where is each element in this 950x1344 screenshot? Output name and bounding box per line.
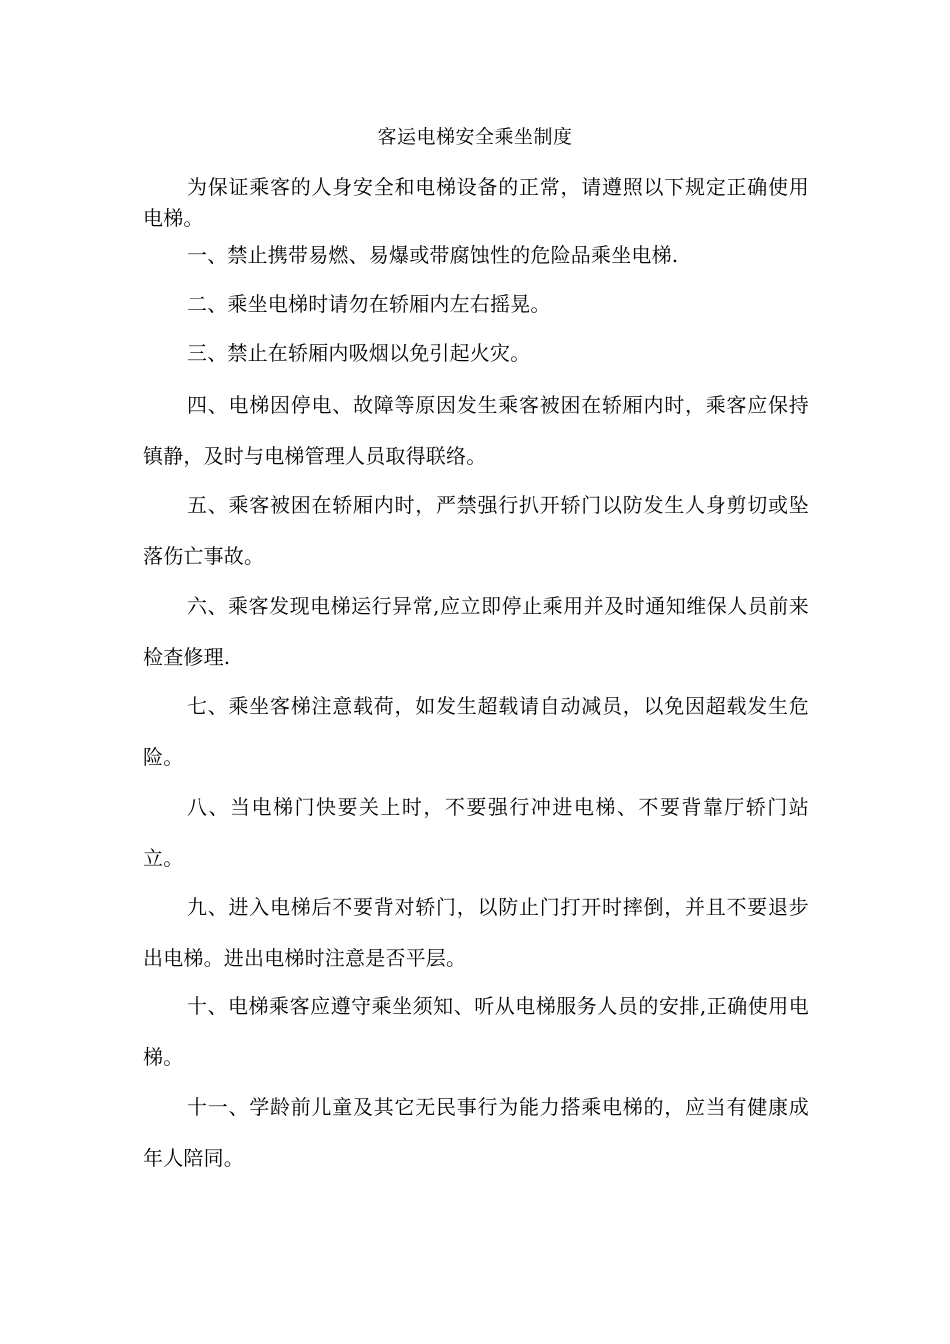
rule-4: 四、电梯因停电、故障等原因发生乘客被困在轿厢内时，乘客应保持镇静，及时与电梯管理人员取得联络。 [143,393,809,468]
rule-2: 二、乘坐电梯时请勿在轿厢内左右摇晃。 [187,292,551,316]
rule-5: 五、乘客被困在轿厢内时，严禁强行扒开轿门以防发生人身剪切或坠落伤亡事故。 [143,493,809,568]
rule-8: 八、当电梯门快要关上时，不要强行冲进电梯、不要背靠厅轿门站立。 [143,795,809,870]
intro-paragraph: 为保证乘客的人身安全和电梯设备的正常，请遵照以下规定正确使用电梯。 [143,175,809,230]
rule-6: 六、乘客发现电梯运行异常,应立即停止乘用并及时通知维保人员前来检查修理. [143,594,809,669]
rule-1: 一、禁止携带易燃、易爆或带腐蚀性的危险品乘坐电梯. [187,243,679,267]
document-title: 客运电梯安全乘坐制度 [377,126,573,148]
rule-3: 三、禁止在轿厢内吸烟以免引起火灾。 [187,341,531,365]
rule-9: 九、进入电梯后不要背对轿门，以防止门打开时摔倒，并且不要退步出电梯。进出电梯时注意是否平层。 [143,895,809,970]
rule-7: 七、乘坐客梯注意载荷，如发生超载请自动减员，以免因超载发生危险。 [143,694,809,769]
rule-11: 十一、学龄前儿童及其它无民事行为能力搭乘电梯的，应当有健康成年人陪同。 [143,1095,809,1170]
rule-10: 十、电梯乘客应遵守乘坐须知、听从电梯服务人员的安排,正确使用电梯。 [143,994,809,1069]
